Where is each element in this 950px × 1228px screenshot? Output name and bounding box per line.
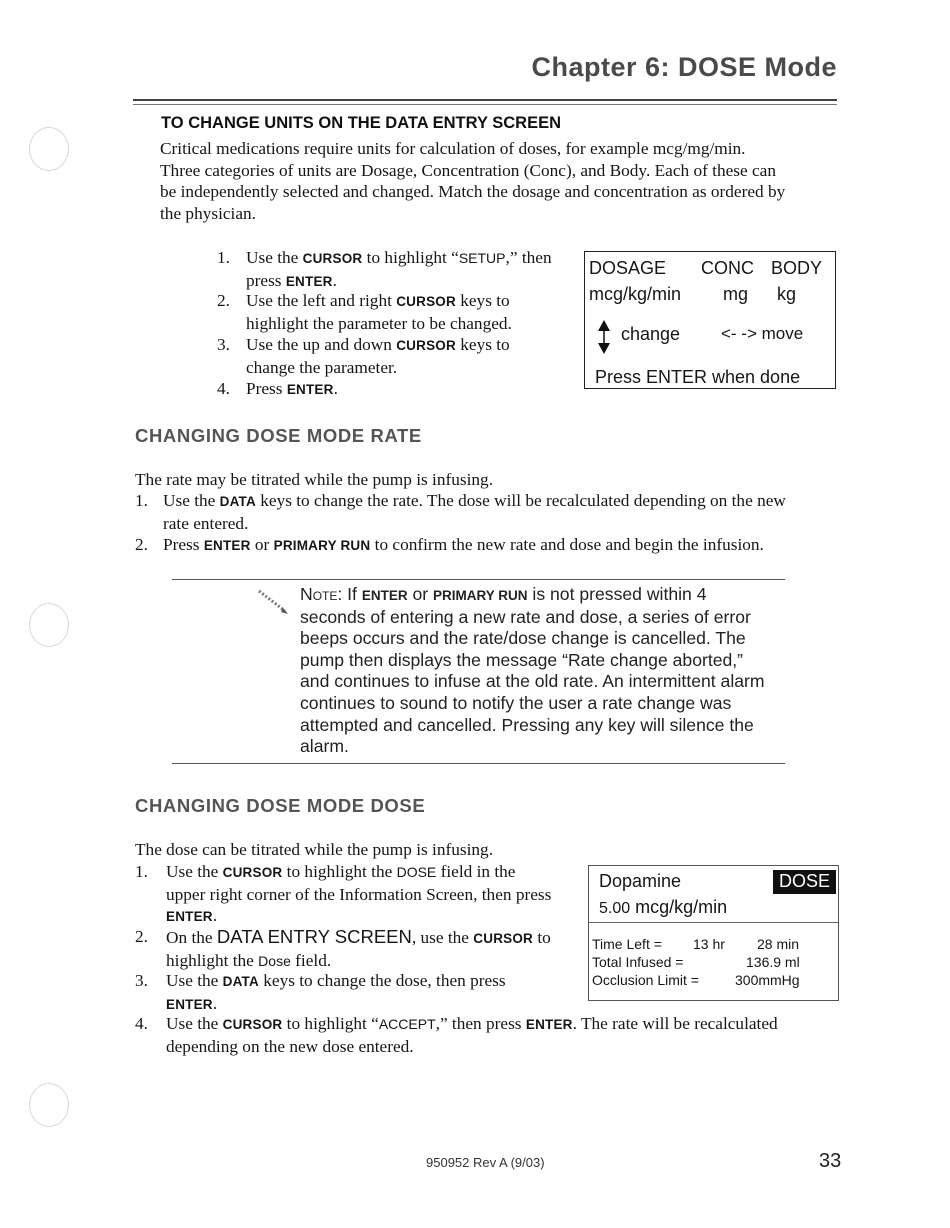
key-enter: ENTER [166, 996, 213, 1012]
step-text: to [533, 928, 551, 947]
note-pencil-icon [257, 589, 289, 615]
screen-move-label: <- -> move [721, 324, 804, 343]
step-number: 2. [135, 535, 148, 554]
step-text: Press [246, 379, 287, 398]
occlusion-limit-label: Occlusion Limit = [592, 972, 699, 988]
key-enter: ENTER [285, 273, 333, 289]
step-text: , use the [411, 928, 474, 947]
step-text: change the parameter. [246, 357, 398, 377]
occlusion-limit-value: 300mmHg [735, 972, 800, 988]
page-number: 33 [819, 1150, 842, 1172]
step-number: 1. [135, 491, 148, 510]
key-enter: ENTER [203, 538, 251, 553]
key-enter: ENTER [525, 1017, 573, 1032]
punch-hole-bottom [29, 1083, 69, 1127]
note-line: attempted and cancelled. Pressing any key will silence the [300, 714, 754, 735]
step-text: highlight the parameter to be changed. [246, 313, 512, 333]
screen-unit-dosage: mcg/kg/min [589, 284, 682, 304]
dose-info-screen [588, 865, 839, 1001]
data-entry-screen-label: DATA ENTRY SCREEN [216, 926, 412, 947]
screen-unit-body: kg [777, 284, 797, 304]
key-primary-run: PRIMARY RUN [273, 538, 371, 553]
step-text: or [250, 535, 274, 554]
dose-badge: DOSE [773, 870, 836, 894]
step-text: keys to change the dose, then press [258, 971, 506, 990]
screen-divider [589, 922, 838, 923]
note-line: continues to sound to notify the user a rate change was [300, 692, 732, 713]
step-number: 3. [217, 335, 230, 354]
step-text: Use the [166, 862, 223, 881]
time-left-min: 28 min [757, 936, 800, 952]
step-text: keys to [455, 291, 510, 310]
dose-field-label: Dose [258, 952, 291, 969]
time-left-label: Time Left = [592, 936, 662, 952]
units-screen [584, 251, 836, 389]
section-heading-rate: CHANGING DOSE MODE RATE [135, 425, 422, 446]
total-infused-label: Total Infused = [592, 954, 684, 970]
step-text: Use the [166, 971, 223, 990]
step-text: . [212, 993, 218, 1013]
step-text: Use the [246, 248, 303, 267]
intro-line: Critical medications require units for calculation of doses, for example mcg/mg/min. [160, 139, 746, 158]
step-text: ,” then press [435, 1014, 526, 1033]
total-infused-value: 136.9 ml [746, 954, 800, 970]
key-cursor: CURSOR [473, 931, 533, 946]
dose-unit: mcg/kg/min [630, 897, 728, 917]
step-text: to highlight “ [362, 248, 459, 267]
note-line: and continues to infuse at the old rate. An intermittent alarm [300, 671, 765, 692]
step-number: 2. [135, 927, 148, 946]
step-text: Use the up and down [246, 335, 397, 354]
punch-hole-top [29, 127, 69, 171]
step-number: 1. [217, 248, 230, 267]
note-line: alarm. [300, 736, 349, 757]
screen-dose-value [599, 897, 727, 918]
step-text: Use the [163, 491, 220, 510]
note-text: If [342, 584, 362, 604]
up-down-arrow-icon [597, 320, 611, 354]
note-block [300, 584, 800, 758]
header-rule-thin [133, 104, 837, 105]
screen-col-body: BODY [771, 258, 823, 278]
note-line: pump then displays the message “Rate change aborted,” [300, 649, 744, 670]
step-text: upper right corner of the Information Screen, then press [166, 884, 552, 904]
screen-change-label: change [621, 324, 681, 344]
key-cursor: CURSOR [302, 251, 363, 266]
step-text: . [333, 379, 338, 398]
step-text: Use the left and right [246, 291, 397, 310]
time-left-hr: 13 hr [693, 936, 725, 952]
key-primary-run: PRIMARY RUN [433, 588, 528, 603]
step-text: ,” then [505, 248, 552, 267]
step-text: press [246, 270, 286, 290]
key-accept: ACCEPT [378, 1016, 436, 1032]
key-cursor: CURSOR [396, 294, 456, 309]
section-intro-units [160, 138, 850, 224]
intro-line: the physician. [160, 203, 256, 223]
key-data: DATA [219, 494, 256, 509]
step-text: rate entered. [163, 513, 249, 533]
note-line: beeps occurs and the rate/dose change is cancelled. The [300, 628, 746, 649]
screen-drug-name: Dopamine [599, 871, 682, 891]
step-text: . [332, 270, 337, 290]
step-text: Press [163, 535, 204, 554]
step-text: . The rate will be recalculated [572, 1014, 778, 1033]
key-cursor: CURSOR [396, 338, 456, 353]
section-intro-dose: The dose can be titrated while the pump is infusing. [135, 840, 494, 859]
dose-number: 5.00 [599, 900, 631, 917]
step-text: field. [290, 950, 332, 970]
key-setup: SETUP [458, 250, 506, 266]
step-number: 3. [135, 971, 148, 990]
screen-col-dosage: DOSAGE [589, 258, 667, 278]
key-enter: ENTER [166, 909, 213, 924]
step-text: keys to [455, 335, 510, 354]
step-text: depending on the new dose entered. [166, 1036, 414, 1056]
section-heading-units: TO CHANGE UNITS ON THE DATA ENTRY SCREEN [161, 114, 561, 132]
step-text: Use the [166, 1014, 223, 1033]
step-text: to highlight “ [282, 1014, 379, 1033]
step-text: field in the [436, 862, 516, 881]
note-rule-bottom [172, 763, 785, 764]
step-text: highlight the [166, 950, 259, 970]
screen-unit-conc: mg [723, 284, 749, 304]
section-heading-dose: CHANGING DOSE MODE DOSE [135, 795, 426, 816]
step-number: 1. [135, 862, 148, 881]
screen-col-conc: CONC [701, 258, 754, 278]
key-enter: ENTER [286, 382, 334, 397]
step-text: . [212, 906, 218, 925]
key-data: DATA [222, 974, 259, 989]
note-rule-top [172, 579, 785, 580]
intro-line: be independently selected and changed. Match the dosage and concentration as ordered by [160, 182, 786, 201]
note-label: Note: [300, 584, 343, 604]
key-enter: ENTER [361, 588, 408, 603]
note-text: or [407, 584, 434, 604]
step-text: to highlight the [282, 862, 397, 881]
key-cursor: CURSOR [222, 1017, 283, 1032]
key-cursor: CURSOR [222, 865, 283, 880]
step-text: keys to change the rate. The dose will be recalculated depending on the new [255, 491, 786, 510]
header-rule [133, 99, 837, 101]
chapter-title: Chapter 6: DOSE Mode [531, 52, 837, 82]
step-text: On the [166, 928, 217, 947]
screen-footer-prompt: Press ENTER when done [595, 367, 801, 387]
section-intro-rate: The rate may be titrated while the pump is infusing. [135, 470, 494, 489]
note-text: is not pressed within 4 [527, 584, 707, 604]
punch-hole-middle [29, 603, 69, 647]
step-number: 2. [217, 291, 230, 310]
key-dose: DOSE [396, 864, 437, 880]
step-number: 4. [217, 379, 230, 398]
step-text: to confirm the new rate and dose and begin the infusion. [370, 535, 764, 554]
intro-line: Three categories of units are Dosage, Concentration (Conc), and Body. Each of these can [160, 160, 776, 180]
step-number: 4. [135, 1014, 148, 1033]
footer-document-code: 950952 Rev A (9/03) [426, 1155, 545, 1170]
note-line: seconds of entering a new rate and dose, a series of error [300, 606, 751, 627]
